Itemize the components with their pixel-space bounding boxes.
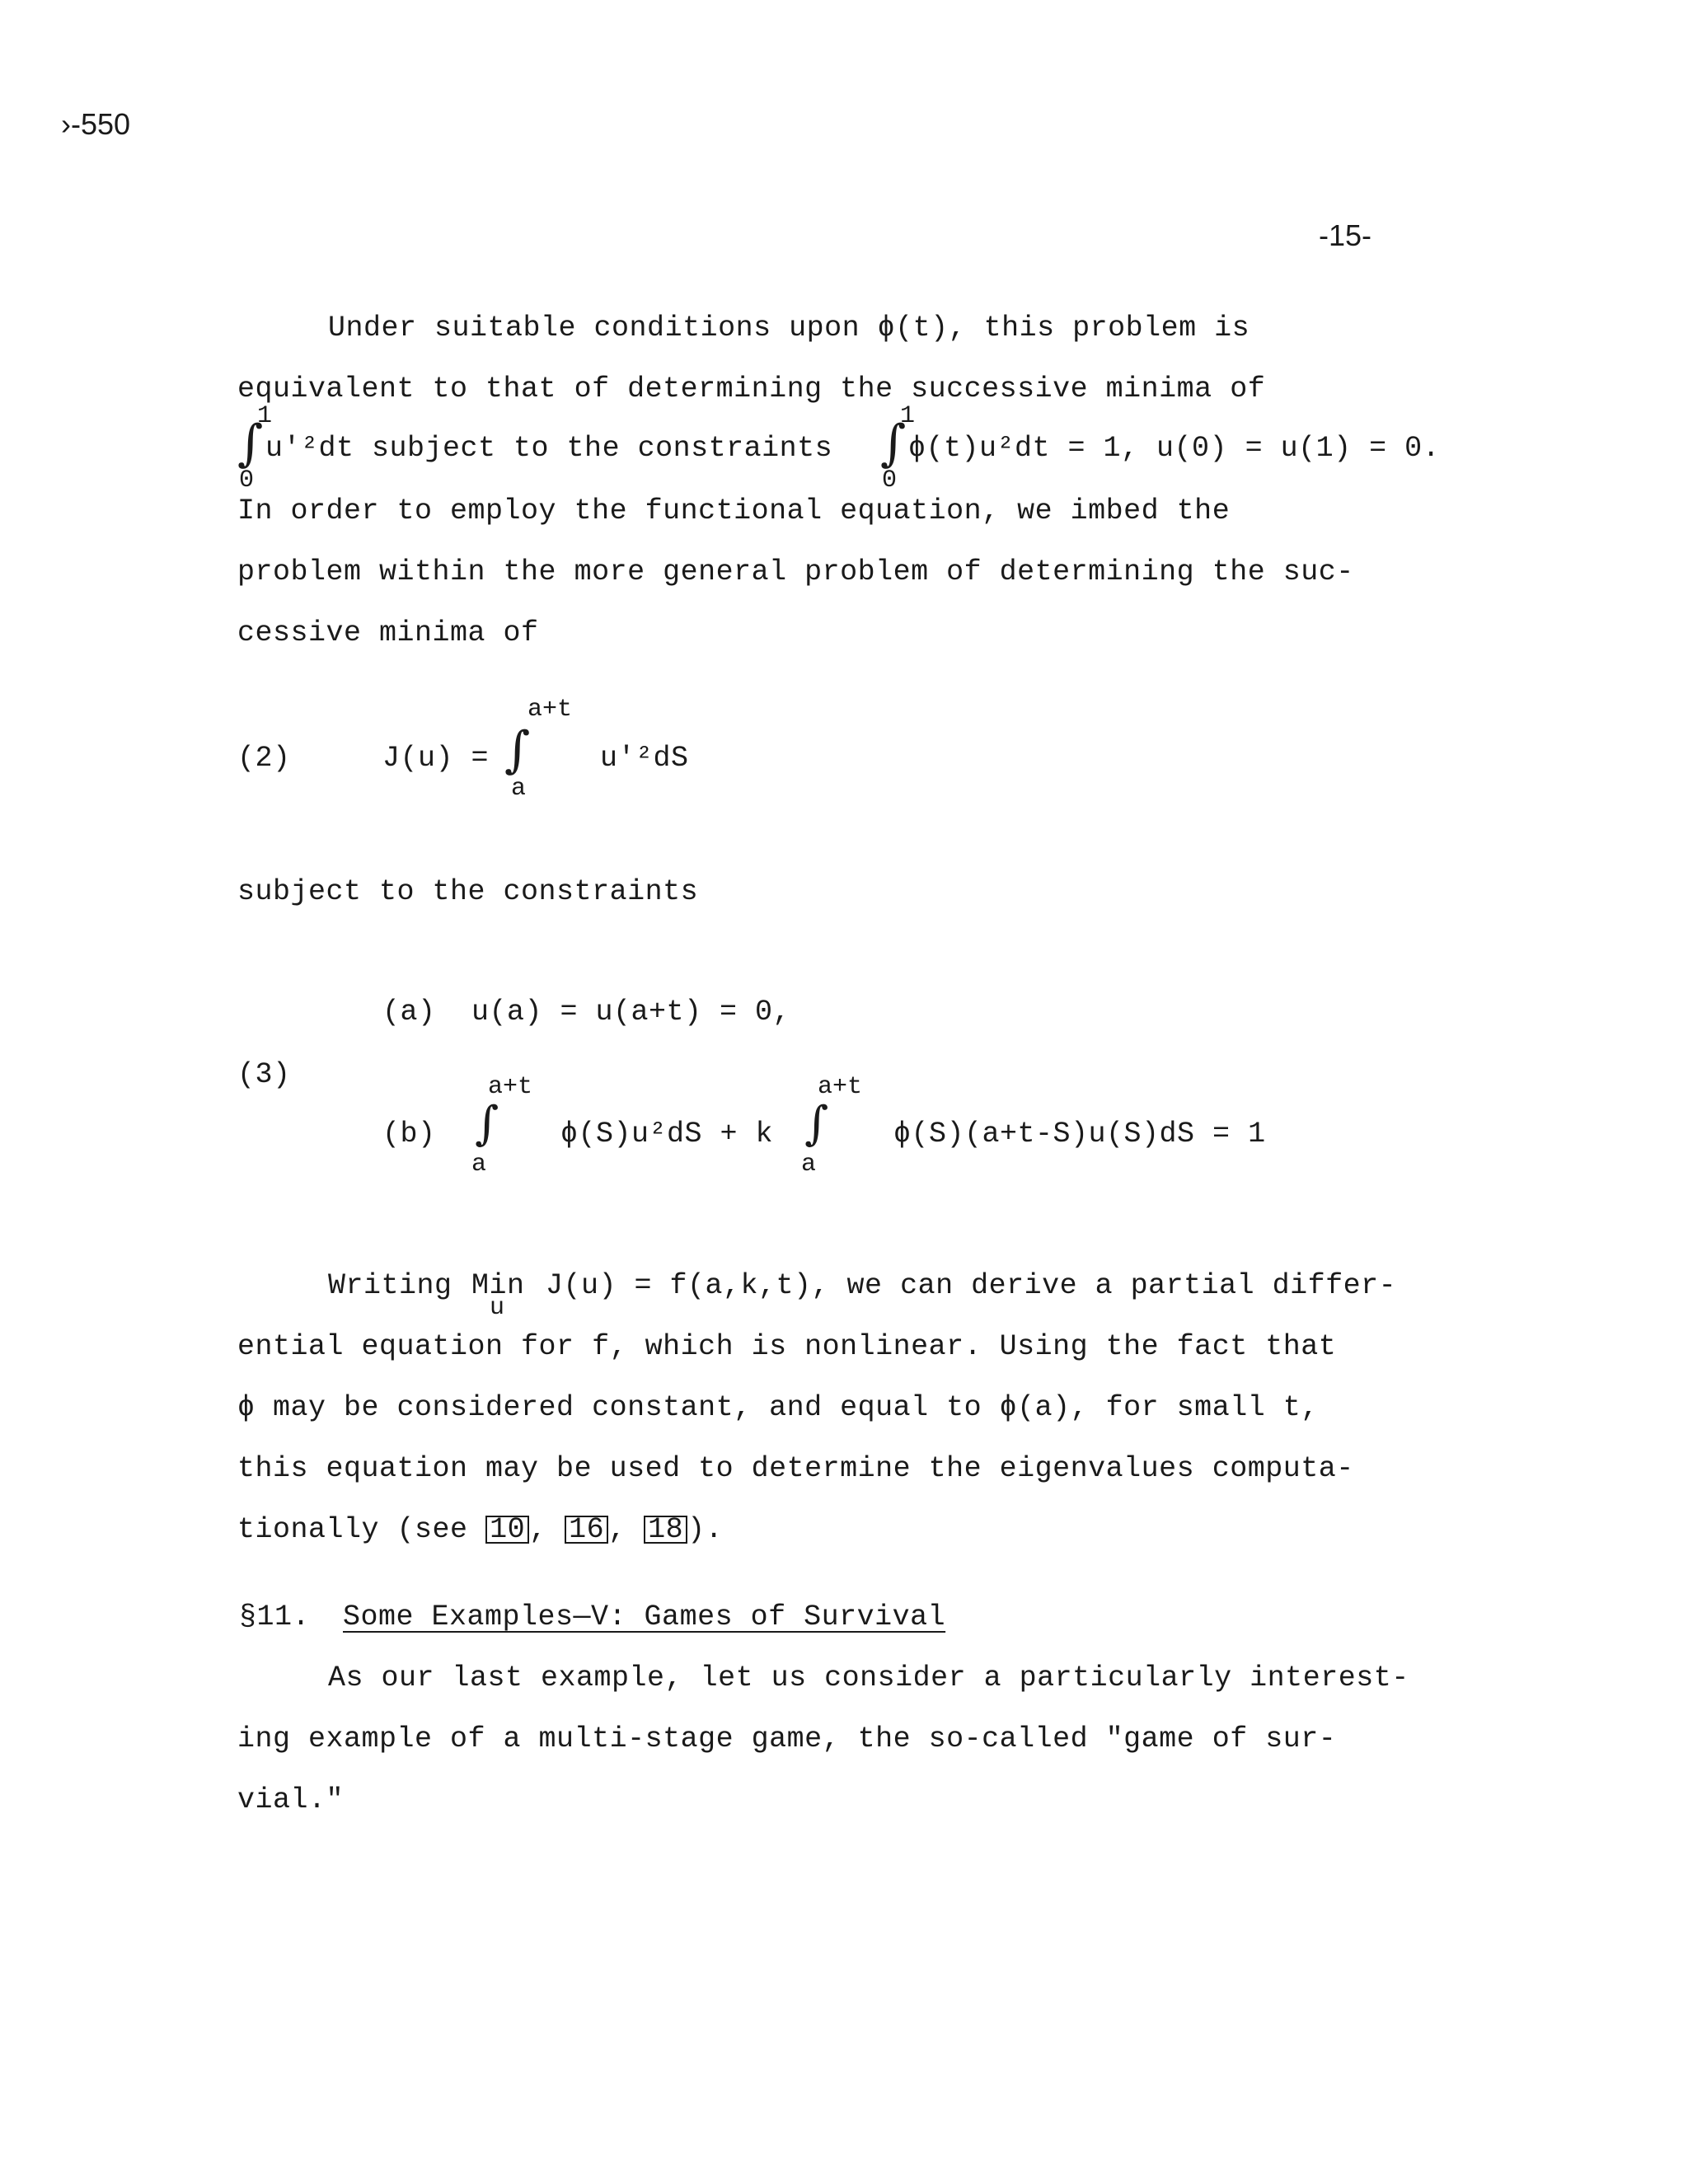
equation-3b-upper-limit-1: a+t — [488, 1073, 533, 1101]
reference-separator: , — [529, 1513, 547, 1546]
para1-line3-first: u'²dt subject to the constraints — [265, 432, 833, 465]
integral-sign: ∫ — [237, 415, 264, 472]
reference-16: 16 — [565, 1516, 608, 1544]
para2-line1-pre: Writing — [328, 1269, 452, 1302]
para2-line5 — [237, 1513, 723, 1546]
document-number: ›-550 — [61, 107, 131, 141]
para1-line1: Under suitable conditions upon ϕ(t), this problem is — [328, 312, 1250, 344]
equation-3b-label: (b) — [382, 1118, 436, 1151]
integral-sign: ∫ — [880, 415, 907, 472]
para2-min-subscript: u — [490, 1294, 505, 1322]
para2-line3: ϕ may be considered constant, and equal to ϕ(a), for small t, — [237, 1391, 1319, 1424]
para2-min: Min — [471, 1269, 525, 1302]
reference-separator: , — [608, 1513, 626, 1546]
section-number: §11. — [239, 1601, 311, 1633]
para3-line2: ing example of a multi-stage game, the so-called "game of sur- — [237, 1722, 1337, 1755]
equation-2-integrand: u'²dS — [600, 742, 689, 775]
equation-3-label: (3) — [237, 1058, 291, 1091]
section-title: Some Examples—V: Games of Survival — [343, 1601, 946, 1633]
para2-line1-post: J(u) = f(a,k,t), we can derive a partial differ- — [546, 1269, 1397, 1302]
para3-line3: vial." — [237, 1783, 345, 1816]
para1-line3-second: ϕ(t)u²dt = 1, u(0) = u(1) = 0. — [908, 432, 1441, 465]
para1-line4: In order to employ the functional equation, we imbed the — [237, 494, 1231, 527]
integral1-lower-limit: 0 — [239, 466, 255, 494]
reference-18: 18 — [644, 1516, 687, 1544]
integral1-upper-limit: 1 — [257, 402, 273, 430]
page-number: -15- — [1319, 218, 1372, 252]
integral-sign: ∫ — [804, 1097, 829, 1151]
integral2-lower-limit: 0 — [882, 466, 898, 494]
reference-10: 10 — [485, 1516, 529, 1544]
para1-line2: equivalent to that of determining the successive minima of — [237, 373, 1266, 405]
equation-3b-lower-limit-1: a — [471, 1151, 487, 1179]
equation-2-lower-limit: a — [511, 775, 527, 803]
para2-line5-pre: tionally (see — [237, 1513, 468, 1546]
equation-2-upper-limit: a+t — [528, 696, 573, 724]
constraints-intro: subject to the constraints — [237, 875, 699, 908]
para2-line4: this equation may be used to determine the eigenvalues computa- — [237, 1452, 1354, 1485]
para2-line2: ential equation for f, which is nonlinear. Using the fact that — [237, 1330, 1337, 1363]
integral-sign: ∫ — [504, 721, 531, 779]
equation-2-label: (2) — [237, 742, 291, 775]
para1-line5: problem within the more general problem of determining the suc- — [237, 555, 1354, 588]
equation-3b-lower-limit-2: a — [801, 1151, 817, 1179]
equation-2-lhs: J(u) = — [382, 742, 490, 775]
equation-3b-middle: ϕ(S)u²dS + k — [560, 1118, 774, 1151]
equation-3b-upper-limit-2: a+t — [818, 1073, 863, 1101]
para2-line5-post: ). — [687, 1513, 724, 1546]
integral-sign: ∫ — [475, 1097, 499, 1151]
equation-3b-end: ϕ(S)(a+t-S)u(S)dS = 1 — [893, 1118, 1266, 1151]
para1-line6: cessive minima of — [237, 616, 539, 649]
integral2-upper-limit: 1 — [900, 402, 916, 430]
equation-3a-label: (a) — [382, 996, 436, 1029]
para3-line1: As our last example, let us consider a particularly interest- — [328, 1661, 1409, 1694]
equation-3a-expression: u(a) = u(a+t) = 0, — [471, 996, 791, 1029]
